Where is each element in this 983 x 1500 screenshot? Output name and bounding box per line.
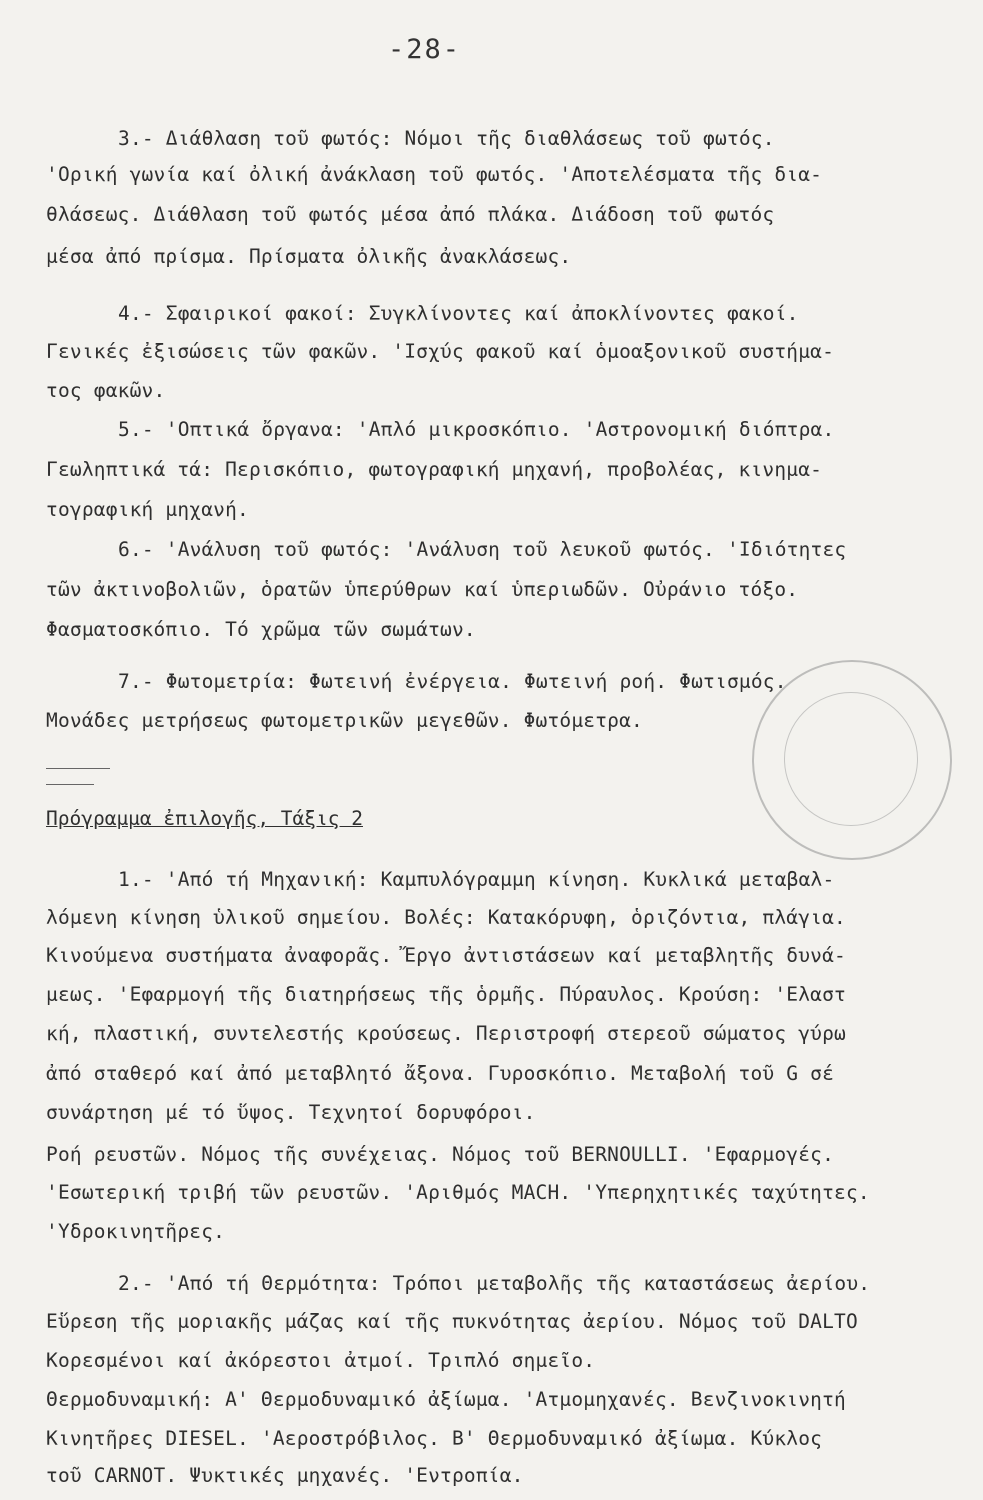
text-line: μέσα ἀπό πρίσμα. Πρίσματα ὀλικῆς ἀνακλάσεως. (46, 245, 572, 268)
text-line: 2.- 'Από τή Θερμότητα: Τρόποι μεταβολῆς τῆς καταστάσεως ἀερίου. (118, 1272, 871, 1295)
text-line: ἀπό σταθερό καί ἀπό μεταβλητό ἄξονα. Γυροσκόπιο. Μεταβολή τοῦ G σέ (46, 1062, 835, 1085)
text-line: Κινητῆρες DIESEL. 'Αεροστρόβιλος. Β' Θερμοδυναμικό ἀξίωμα. Κύκλος (46, 1427, 823, 1450)
text-line: 6.- 'Ανάλυση τοῦ φωτός: 'Ανάλυση τοῦ λευκοῦ φωτός. 'Ιδιότητες (118, 538, 847, 561)
text-line: τος φακῶν. (46, 379, 166, 402)
official-stamp (752, 660, 952, 860)
text-line: 'Υδροκινητῆρες. (46, 1220, 226, 1243)
text-line: 'Ορική γωνία καί ὀλική ἀνάκλαση τοῦ φωτός. 'Αποτελέσματα τῆς δια- (46, 163, 823, 186)
text-line: 3.- Διάθλαση τοῦ φωτός: Νόμοι τῆς διαθλάσεως τοῦ φωτός. (118, 127, 775, 150)
text-line: λόμενη κίνηση ὑλικοῦ σημείου. Βολές: Κατακόρυφη, ὁριζόντια, πλάγια. (46, 906, 846, 929)
text-line: Γεωληπτικά τά: Περισκόπιο, φωτογραφική μηχανή, προβολέας, κινημα- (46, 458, 823, 481)
text-line: Γενικές ἐξισώσεις τῶν φακῶν. 'Ισχύς φακοῦ καί ὁμοαξονικοῦ συστήμα- (46, 340, 835, 363)
text-line: 1.- 'Από τή Μηχανική: Καμπυλόγραμμη κίνηση. Κυκλικά μεταβαλ- (118, 868, 835, 891)
divider (46, 768, 110, 769)
stamp-inner-ring (784, 692, 918, 826)
divider (46, 784, 94, 785)
text-line: Μονάδες μετρήσεως φωτομετρικῶν μεγεθῶν. Φωτόμετρα. (46, 709, 643, 732)
text-line: τῶν ἀκτινοβολιῶν, ὁρατῶν ὑπερύθρων καί ὑπεριωδῶν. Οὐράνιο τόξο. (46, 578, 799, 601)
text-line: κή, πλαστική, συντελεστής κρούσεως. Περιστροφή στερεοῦ σώματος γύρω (46, 1022, 846, 1045)
text-line: Εὕρεση τῆς μοριακῆς μάζας καί τῆς πυκνότητας ἀερίου. Νόμος τοῦ DALTO (46, 1310, 858, 1333)
text-line: 4.- Σφαιρικοί φακοί: Συγκλίνοντες καί ἀποκλίνοντες φακοί. (118, 302, 799, 325)
text-line: συνάρτηση μέ τό ὕψος. Τεχνητοί δορυφόροι. (46, 1101, 536, 1124)
text-line: τοῦ CARNOT. Ψυκτικές μηχανές. 'Εντροπία. (46, 1464, 524, 1487)
text-line: 7.- Φωτομετρία: Φωτεινή ἐνέργεια. Φωτεινή ροή. Φωτισμός. (118, 670, 787, 693)
text-line: μεως. 'Εφαρμογή τῆς διατηρήσεως τῆς ὁρμῆς. Πύραυλος. Κρούση: 'Ελαστ (46, 983, 846, 1006)
section-heading: Πρόγραμμα ἐπιλογῆς, Τάξις 2 (46, 807, 363, 830)
text-line: Φασματοσκόπιο. Τό χρῶμα τῶν σωμάτων. (46, 618, 476, 641)
text-line: Ροή ρευστῶν. Νόμος τῆς συνέχειας. Νόμος τοῦ BERNOULLI. 'Εφαρμογές. (46, 1143, 835, 1166)
page-number: -28- (388, 34, 462, 65)
text-line: 5.- 'Οπτικά ὄργανα: 'Απλό μικροσκόπιο. 'Αστρονομική διόπτρα. (118, 418, 835, 441)
text-line: τογραφική μηχανή. (46, 498, 249, 521)
text-line: Κορεσμένοι καί ἀκόρεστοι ἀτμοί. Τριπλό σημεῖο. (46, 1349, 596, 1372)
text-line: 'Εσωτερική τριβή τῶν ρευστῶν. 'Αριθμός MACH. 'Υπερηχητικές ταχύτητες. (46, 1181, 870, 1204)
text-line: θλάσεως. Διάθλαση τοῦ φωτός μέσα ἀπό πλάκα. Διάδοση τοῦ φωτός (46, 203, 775, 226)
text-line: Θερμοδυναμική: Α' Θερμοδυναμικό ἀξίωμα. 'Ατμομηχανές. Βενζινοκινητή (46, 1388, 846, 1411)
text-line: Κινούμενα συστήματα ἀναφορᾶς. Ἔργο ἀντιστάσεων καί μεταβλητῆς δυνά- (46, 944, 846, 967)
